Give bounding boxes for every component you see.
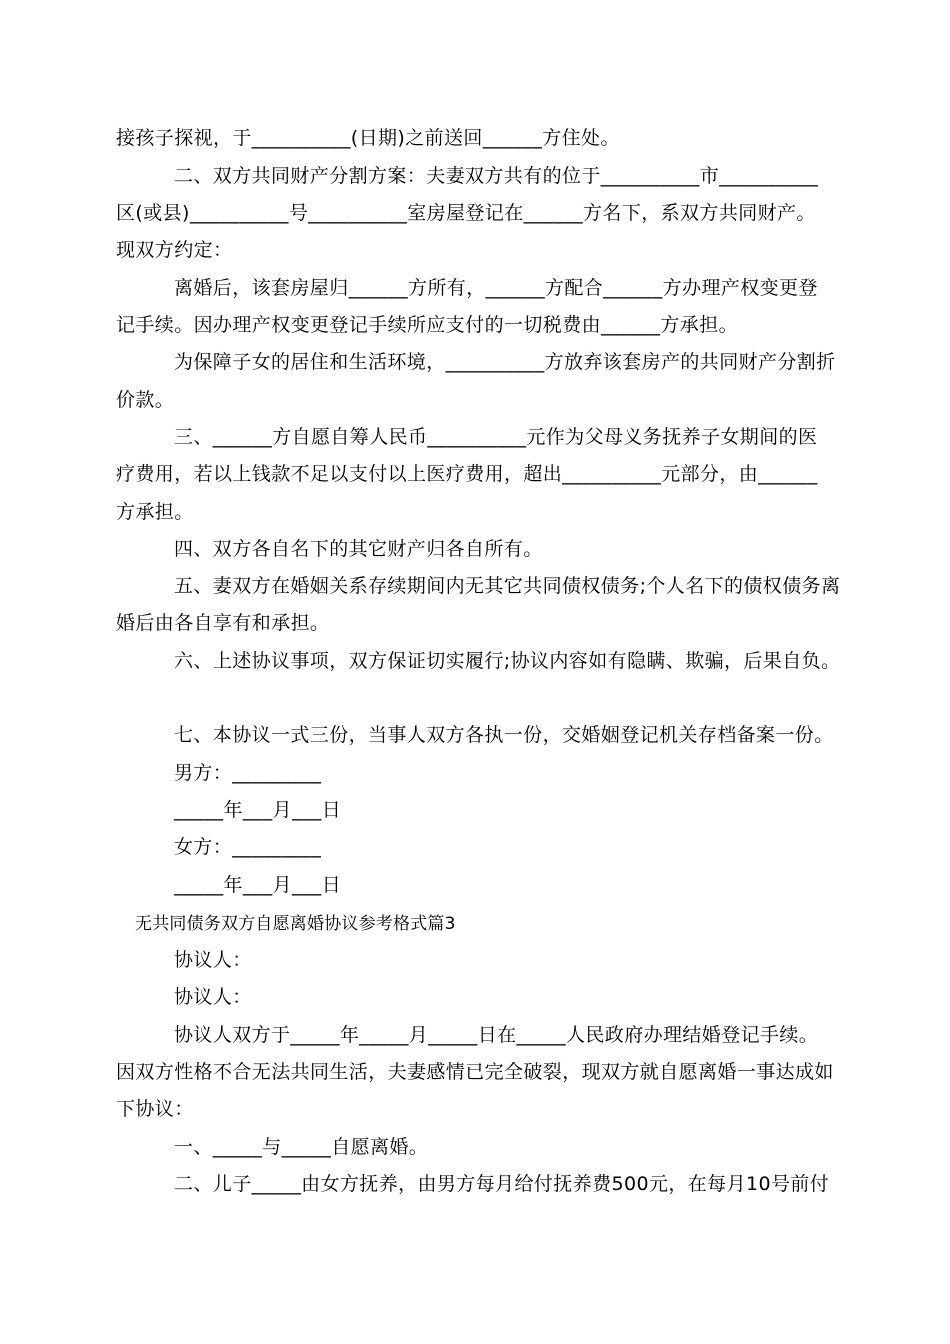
paragraph-line: 区(或县)__________号__________室房屋登记在______方名下，系双方共同财产。: [116, 202, 816, 224]
paragraph-line: 婚后由各自享有和承担。: [116, 612, 330, 634]
signature-line: 女方：_________: [174, 836, 322, 858]
paragraph-line: 协议人双方于_____年_____月_____日在_____人民政府办理结婚登记手续。: [174, 1024, 819, 1046]
signature-line: 男方：_________: [174, 762, 322, 784]
paragraph-line: 一、_____与_____自愿离婚。: [174, 1136, 429, 1158]
paragraph-line: 为保障子女的居住和生活环境，__________方放弃该套房产的共同财产分割折: [174, 351, 836, 373]
paragraph-line: 因双方性格不合无法共同生活，夫妻感情已完全破裂，现双方就自愿离婚一事达成如: [116, 1061, 834, 1083]
paragraph-line: 接孩子探视，于__________(日期)之前送回______方住处。: [116, 127, 620, 149]
paragraph-line: 三、______方自愿自筹人民币__________元作为父母义务抚养子女期间的医: [174, 426, 818, 448]
paragraph-line: 疗费用，若以上钱款不足以支付以上医疗费用，超出__________元部分，由______: [116, 463, 818, 485]
date-line: _____年___月___日: [174, 799, 342, 821]
date-line: _____年___月___日: [174, 874, 342, 896]
party-line: 协议人：: [174, 986, 252, 1008]
paragraph-line: 四、双方各自名下的其它财产归各自所有。: [174, 538, 543, 560]
paragraph-line: 六、上述协议事项，双方保证切实履行;协议内容如有隐瞒、欺骗，后果自负。: [174, 650, 841, 672]
paragraph-line: 下协议：: [116, 1098, 194, 1120]
paragraph-line: 二、儿子_____由女方抚养，由男方每月给付抚养费500元，在每月10号前付: [174, 1173, 830, 1195]
paragraph-line: 五、妻双方在婚姻关系存续期间内无其它共同债权债务;个人名下的债权债务离: [174, 575, 841, 597]
paragraph-line: 记手续。因办理产权变更登记手续所应支付的一切税费由______方承担。: [116, 314, 739, 336]
paragraph-line: 价款。: [116, 389, 175, 411]
paragraph-line: 七、本协议一式三份，当事人双方各执一份，交婚姻登记机关存档备案一份。: [174, 724, 834, 746]
paragraph-line: 离婚后，该套房屋归______方所有，______方配合______方办理产权变更登: [174, 277, 818, 299]
paragraph-line: 方承担。: [116, 501, 194, 523]
paragraph-line: 二、双方共同财产分割方案：夫妻双方共有的位于__________市__________: [174, 165, 819, 187]
paragraph-line: 现双方约定：: [116, 239, 233, 261]
party-line: 协议人：: [174, 949, 252, 971]
section-title: 无共同债务双方自愿离婚协议参考格式篇3: [135, 914, 456, 934]
